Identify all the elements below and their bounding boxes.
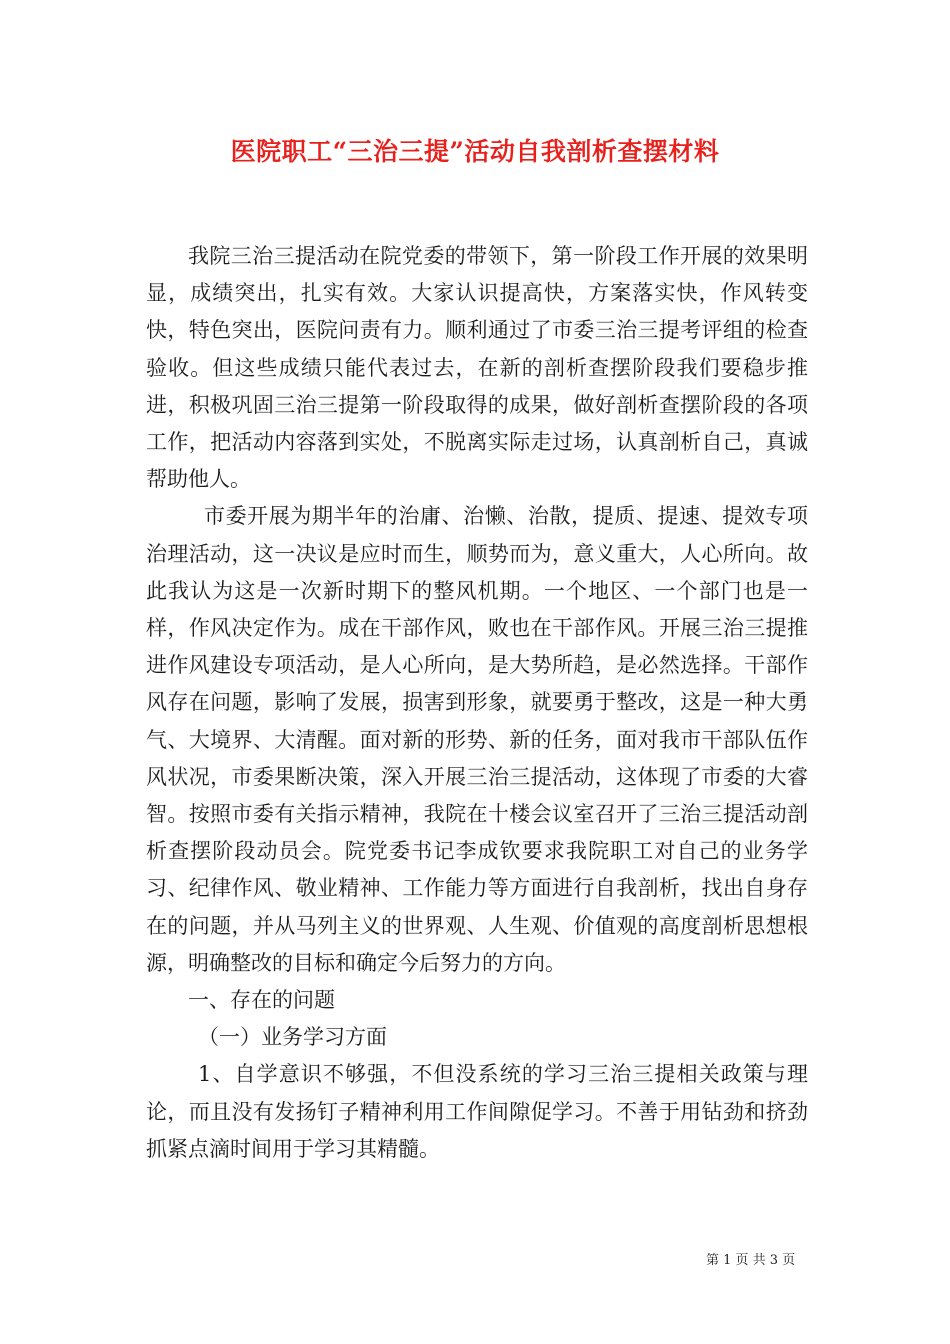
section-heading: 一、存在的问题 <box>188 988 335 1013</box>
page-indicator: 第 1 页 共 3 页 <box>706 1253 796 1268</box>
document-body <box>146 238 808 1168</box>
subsection-heading: （一）业务学习方面 <box>198 1025 387 1050</box>
paragraph-intro: 我院三治三提活动在院党委的带领下，第一阶段工作开展的效果明显，成绩突出，扎实有效。大家认识提高快，方案落实快，作风转变快，特色突出，医院问责有力。顺利通过了市委三治三提考评组的检查验收。但这些成绩只能代表过去，在新的剖析查摆阶段我们要稳步推进，积极巩固三治三提第一阶段取得的成果，做好剖析查摆阶段的各项工作，把活动内容落到实处，不脱离实际走过场，认真剖析自己，真诚帮助他人。 <box>146 244 808 492</box>
paragraph-background: 市委开展为期半年的治庸、治懒、治散，提质、提速、提效专项治理活动，这一决议是应时而生，顺势而为，意义重大，人心所向。故此我认为这是一次新时期下的整风机期。一个地区、一个部门也是一样，作风决定作为。成在干部作风，败也在干部作风。开展三治三提推进作风建设专项活动，是人心所向，是大势所趋，是必然选择。干部作风存在问题，影响了发展，损害到形象，就要勇于整改，这是一种大勇气、大境界、大清醒。面对新的形势、新的任务，面对我市干部队伍作风状况，市委果断决策，深入开展三治三提活动，这体现了市委的大睿智。按照市委有关指示精神，我院在十楼会议室召开了三治三提活动剖析查摆阶段动员会。院党委书记李成钦要求我院职工对自己的业务学习、纪律作风、敬业精神、工作能力等方面进行自我剖析，找出自身存在的问题，并从马列主义的世界观、人生观、价值观的高度剖析思想根源，明确整改的目标和确定今后努力的方向。 <box>146 504 808 975</box>
list-item: 1、自学意识不够强，不但没系统的学习三治三提相关政策与理论，而且没有发扬钉子精神利用工作间隙促学习。不善于用钻劲和挤劲抓紧点滴时间用于学习其精髓。 <box>146 1062 808 1161</box>
document-title: 医院职工“三治三提”活动自我剖析查摆材料 <box>230 137 720 166</box>
